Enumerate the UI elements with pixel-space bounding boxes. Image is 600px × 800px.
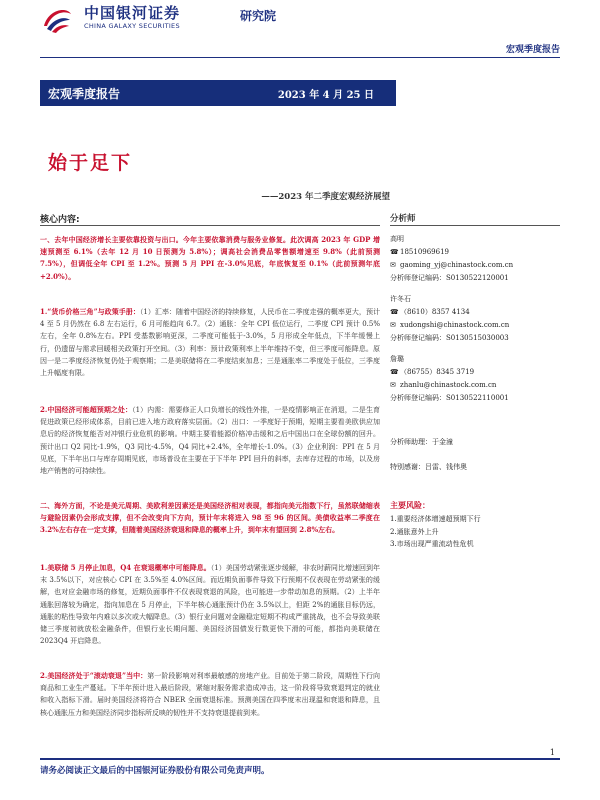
disclaimer-footer: 请务必阅读正文最后的中国银河证券股份有限公司免责声明。 (40, 766, 270, 776)
email-icon: ✉ (390, 381, 396, 389)
header-divider (40, 57, 560, 58)
analyst-phone: 18510969619 (400, 248, 449, 256)
logo-english-name: CHINA GALAXY SECURITIES (84, 22, 180, 30)
report-date: 2023 年 4 月 25 日 (277, 90, 374, 101)
analyst-card (390, 293, 560, 345)
analyst-card (390, 233, 560, 285)
china-economy-heading: 2.中国经济可能超预期之处： (40, 405, 133, 414)
risk-item: 1.重要经济体增速超预期下行 (390, 515, 481, 523)
analyst-card (390, 353, 560, 405)
overseas-text: 二、海外方面，不论是美元周期、美欧利差因素还是美国经济相对表现，都指向美元指数下行，虽然联储缩表与避险因素仍会形成支撑，但不会改变向下方向，预计年末将进入 98 至 96 的区间。美债收益率二季度在 3.2%左右存在一定支撑，但随着美国经济衰退和降息的概率上升，到年末有望回到 2.8%左右。 (40, 501, 380, 535)
monetary-paragraph (40, 306, 380, 379)
risk-item: 3.市场出现严重流动性危机 (390, 540, 474, 548)
us-recession-heading: 2.美国经济处于“滚动衰退”当中： (40, 671, 148, 680)
phone-icon: ☎ (390, 368, 399, 376)
email-icon: ✉ (390, 321, 396, 329)
analyst-name: 许冬石 (390, 295, 411, 303)
phone-icon: ☎ (390, 248, 399, 256)
logo-institute: 研究院 (240, 9, 277, 23)
risk-title: 主要风险： (390, 501, 430, 510)
analyst-name: 詹璐 (390, 355, 404, 363)
monetary-text: （1）汇率：随着中国经济的持续修复，人民币在二季度走强的概率更大，预计 4 至 5 月仍然在 6.8 左右运行，6 月可能趋向 6.7。（2）通胀：全年 CPI 低位运行，二季度 CPI 预计 0.5%左右，全年 0.8%左右。PPI 受基数影响更深，二季度可能低于-3.0%，5 月形成全年低点，下半年缓慢上行，仍遗留与需求回暖相关政策打开空间。（3）利率：预计政策利率上半年维持不变，但三季度可能降息。原因一是二季度经济恢复仍处于观察期；二是美联储将在二季度结束加息；三是通胀率二季度处于低位，三季度上升幅度有限。 (40, 308, 380, 378)
overseas-paragraph (40, 500, 380, 537)
analyst-section-title: 分析师 (390, 214, 416, 224)
core-divider (40, 225, 380, 226)
special-thanks: 特别感谢：吕雷、钱伟奥 (390, 463, 467, 471)
footer-divider (40, 758, 560, 760)
analyst-phone: （86755）8345 3719 (400, 368, 475, 376)
report-type-label: 宏观季度报告 (505, 45, 560, 55)
monetary-heading: 1.“货币价格三角”与政策手册： (40, 307, 140, 316)
fed-paragraph (40, 562, 380, 647)
company-logo (40, 4, 277, 38)
china-economy-paragraph (40, 404, 380, 477)
analyst-email[interactable]: zhanlu@chinastock.com.cn (400, 381, 497, 389)
email-icon: ✉ (390, 261, 396, 269)
fed-text: （1）美国劳动紧张逐步缓解，非农时薪同比增速回到年末 3.5%以下，对应核心 CPI 在 3.5%至 4.0%区间。而近期负面事件导致下行预期不仅表现在劳动紧张的缓解，也对应金融市场的修复，近期负面事件不仅表现衰退的风险，也可能进一步带动加息的预期。（2）上半年通胀回落较为确定，指向加息在 5 月停止，下半年核心通胀预计仍在 3.5%以上，但距 2%的通胀目标仍远，通胀的粘性导致年内难以多次或大幅降息。（3）银行业问题对金融稳定短期不构成严重挑战，也不会导致美联储三季度初就放松金融条件，但银行业长期问题、美国经济国债发行数更快下滑的可能，都指向美联储在 2023Q4 开启降息。 (40, 564, 380, 646)
china-economy-text: （1）内需：需要修正人口负增长的线性外推，一是疫情影响正在消退，二是生育促进政策已经形成体系，目前已进入地方政府落实层面。（2）出口：一季度好于预期，短期主要看美欧供应加息后的经济恢复能否对冲银行业危机的影响。中期主要看能源价格冲击缓和之后中国出口在全球份额的回升。预计出口 Q2 同比-1.9%，Q3 同比-4.5%，Q4 同比+2.4%，全年增长-1.0%。（3）企业利润：PPI 在 5 月见底，下半年出口与库存周期见底，市场普设在主要在于下半年 PPI 回升的斜率，去库存过程的市场，以及房地产销售的可持续性。 (40, 406, 381, 476)
analyst-email[interactable]: gaoming_yj@chinastock.com.cn (400, 261, 514, 269)
analyst-cert: 分析师登记编码：S0130522110001 (390, 394, 509, 402)
fed-heading: 1.美联储 5 月停止加息，Q4 在衰退概率中可能降息。 (40, 563, 211, 572)
galaxy-logo-icon (40, 4, 74, 34)
analyst-phone: （8610）8357 4134 (400, 308, 470, 316)
summary-paragraph (40, 234, 380, 283)
analyst-divider (390, 225, 560, 226)
report-title: 始于足下 (48, 152, 133, 174)
analyst-email[interactable]: xudongshi@chinastock.com.cn (400, 321, 510, 329)
report-subtitle: ——2023 年二季度宏观经济展望 (261, 192, 390, 202)
summary-text: 一、去年中国经济增长主要依靠投资与出口。今年主要依靠消费与服务业修复。此次调高 2023 年 GDP 增速预测至 6.1%（去年 12 月 10 日预测为 5.8%）；调高社会消费品零售额增速至 9.8%（此前预测 7.5%），但调低全年 CPI 至 1.2%。预测 5 月 PPI 在-3.0%见底，年底恢复至 0.1%（此前预测年底+2.0%）。 (40, 235, 380, 281)
phone-icon: ☎ (390, 308, 399, 316)
banner-title: 宏观季度报告 (48, 87, 121, 101)
logo-chinese-name: 中国银河证券 (84, 4, 181, 22)
analyst-cert: 分析师登记编码：S0130515030003 (390, 334, 509, 342)
us-recession-text: 第一阶段影响对利率最敏感的房地产业。目前处于第二阶段，周期性下行向商品和工业生产蔓延。下半年预计进入最后阶段，紧缩对服务需求造成冲击，这一阶段将导致衰退判定的就业和收入指标下滑。届时美国经济将符合 NBER 全面衰退标准。预测美国在四季度末出现温和衰退和降息，且核心通胀压力和美国经济同步指标所反映的韧性并不支持衰退提前到来。 (40, 672, 380, 717)
us-recession-paragraph (40, 670, 380, 719)
analyst-name: 高明 (390, 235, 404, 243)
analyst-assistant: 分析师助理：于金潼 (390, 438, 453, 446)
analyst-cert: 分析师登记编码：S0130522120001 (390, 274, 509, 282)
risk-list (390, 513, 481, 551)
page-number: 1 (549, 748, 555, 757)
core-content-label: 核心内容: (40, 215, 80, 225)
title-banner (40, 80, 396, 106)
risk-item: 2.通胀意外上升 (390, 527, 439, 536)
